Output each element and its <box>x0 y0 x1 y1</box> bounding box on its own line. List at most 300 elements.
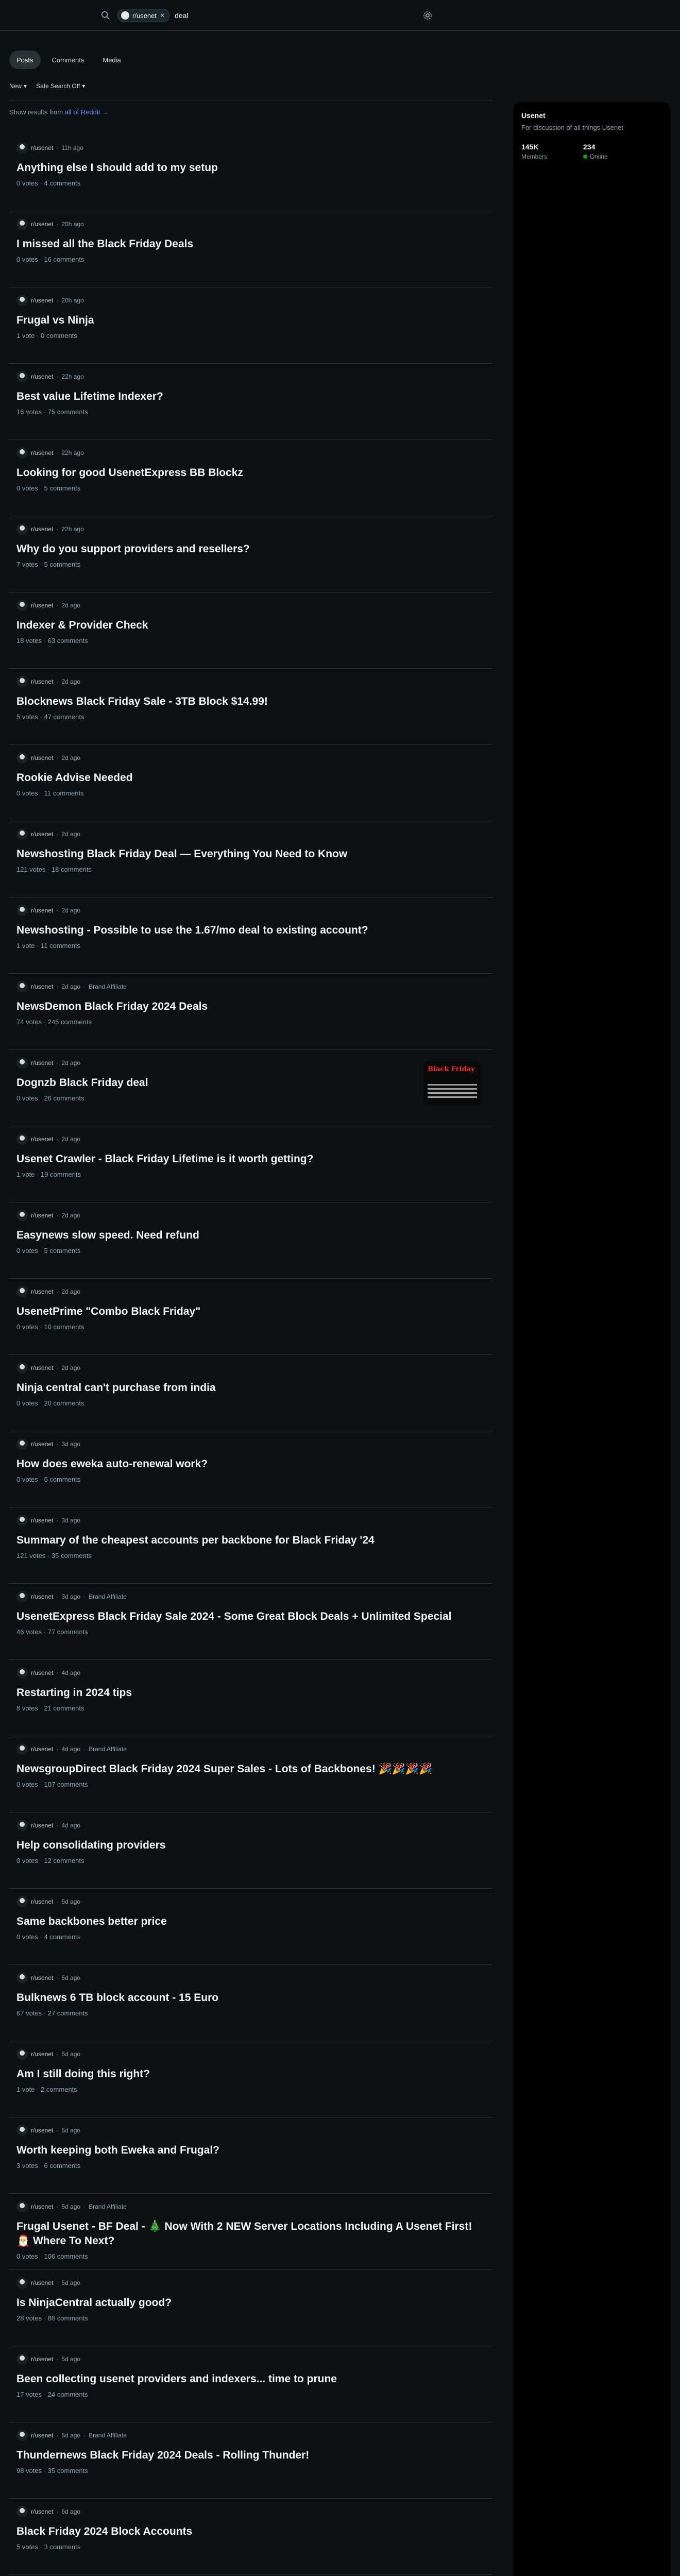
separator: · <box>56 1364 59 1371</box>
separator: · <box>56 2203 59 2210</box>
post-community[interactable]: r/usenet <box>31 1440 54 1448</box>
post-age: 2d ago <box>61 831 81 838</box>
separator: · <box>56 144 59 151</box>
post-item[interactable] <box>9 2422 492 2499</box>
post-item[interactable] <box>9 440 492 516</box>
post-votes: 1 vote <box>16 332 35 340</box>
post-item[interactable] <box>9 1279 492 1355</box>
post-votes: 0 votes <box>16 484 38 492</box>
post-age: 20h ago <box>61 297 84 304</box>
post-votes: 121 votes <box>16 1552 46 1560</box>
post-flair: Brand Affiliate <box>89 1593 127 1600</box>
post-comments[interactable]: 11 comments <box>40 942 81 950</box>
post-meta <box>16 905 492 916</box>
post-meta <box>16 981 492 992</box>
separator: · <box>38 484 44 492</box>
post-community[interactable]: r/usenet <box>31 754 54 761</box>
separator: · <box>38 1399 44 1407</box>
post-stats <box>16 2162 492 2170</box>
post-comments[interactable]: 2 comments <box>40 2086 77 2093</box>
post-community[interactable]: r/usenet <box>31 1822 54 1829</box>
post-community[interactable]: r/usenet <box>31 678 54 685</box>
post-title[interactable]: Thundernews Black Friday 2024 Deals - Rolling Thunder! <box>16 2449 310 2461</box>
post-votes: 67 votes <box>16 2009 42 2017</box>
post-title[interactable]: Restarting in 2024 tips <box>16 1687 132 1699</box>
post-community[interactable]: r/usenet <box>31 2127 54 2134</box>
post-meta <box>16 752 492 764</box>
separator: · <box>38 1857 44 1865</box>
post-comments[interactable]: 35 comments <box>51 1552 92 1560</box>
post-item[interactable] <box>9 1889 492 1965</box>
post-community[interactable]: r/usenet <box>31 2279 54 2286</box>
post-item[interactable] <box>9 1355 492 1431</box>
post-comments[interactable]: 4 comments <box>44 179 81 187</box>
separator: · <box>56 1517 59 1524</box>
post-meta <box>16 828 492 840</box>
post-stats <box>16 561 492 568</box>
post-comments[interactable]: 20 comments <box>44 1399 84 1407</box>
post-title[interactable]: NewsDemon Black Friday 2024 Deals <box>16 1001 208 1012</box>
community-avatar <box>16 1743 28 1755</box>
post-title[interactable]: Is NinjaCentral actually good? <box>16 2297 172 2309</box>
post-age: 3d ago <box>61 1440 81 1448</box>
post-title[interactable]: Indexer & Provider Check <box>16 619 148 631</box>
post-community[interactable]: r/usenet <box>31 1593 54 1600</box>
community-filter-chip[interactable] <box>117 9 169 22</box>
post-title[interactable]: Am I still doing this right? <box>16 2068 150 2080</box>
separator: · <box>38 2543 44 2551</box>
post-item[interactable] <box>9 2194 492 2270</box>
post-stats <box>16 2467 492 2475</box>
post-age: 22h ago <box>61 449 84 456</box>
post-title[interactable]: Easynews slow speed. Need refund <box>16 1229 199 1241</box>
post-comments[interactable]: 21 comments <box>44 1704 84 1712</box>
community-avatar <box>16 1438 28 1450</box>
post-comments[interactable]: 63 comments <box>47 637 88 645</box>
post-community[interactable]: r/usenet <box>31 1212 54 1219</box>
result-type-tabs <box>9 50 128 69</box>
tab-posts[interactable]: Posts <box>9 50 41 69</box>
post-title[interactable]: Why do you support providers and resellers? <box>16 543 250 555</box>
separator: · <box>45 1552 52 1560</box>
separator: · <box>38 1933 44 1941</box>
separator: · <box>56 526 59 533</box>
community-avatar <box>16 2048 28 2060</box>
post-age: 4d ago <box>61 1669 81 1676</box>
post-meta <box>16 2353 492 2365</box>
post-comments[interactable]: 6 comments <box>44 1476 81 1483</box>
post-community[interactable]: r/usenet <box>31 2432 54 2439</box>
post-title[interactable]: Bulknews 6 TB block account - 15 Euro <box>16 1992 219 2004</box>
post-stats <box>16 2314 492 2322</box>
post-age: 22h ago <box>61 526 84 533</box>
post-item[interactable] <box>9 974 492 1050</box>
post-item[interactable] <box>9 821 492 897</box>
post-title[interactable]: Frugal Usenet - BF Deal - 🎄 Now With 2 NEW Server Locations Including A Usenet First! 🎅 Where To Next? <box>16 2221 472 2247</box>
post-item[interactable] <box>9 2499 492 2575</box>
members-stat <box>521 143 547 160</box>
post-comments[interactable]: 77 comments <box>47 1628 88 1636</box>
post-item[interactable] <box>9 1965 492 2041</box>
separator: · <box>56 754 59 761</box>
post-stats <box>16 2543 492 2551</box>
post-meta <box>16 1057 492 1069</box>
post-flair: Brand Affiliate <box>89 2203 127 2210</box>
post-item[interactable] <box>9 592 492 669</box>
post-stats <box>16 2252 492 2260</box>
post-title[interactable]: Anything else I should add to my setup <box>16 162 218 174</box>
separator: · <box>56 1136 59 1143</box>
post-title[interactable]: Best value Lifetime Indexer? <box>16 391 163 402</box>
community-avatar <box>16 2201 28 2212</box>
post-item[interactable] <box>9 897 492 974</box>
all-of-reddit-link[interactable]: all of Reddit <box>64 108 100 116</box>
separator: · <box>56 449 59 456</box>
post-comments[interactable]: 5 comments <box>44 1247 81 1255</box>
post-comments[interactable]: 6 comments <box>44 2162 81 2170</box>
post-age: 6d ago <box>61 2508 81 2515</box>
post-item[interactable] <box>9 669 492 745</box>
post-title[interactable]: Rookie Advise Needed <box>16 772 133 784</box>
post-meta <box>16 1743 492 1755</box>
post-comments[interactable]: 106 comments <box>44 2252 88 2260</box>
community-avatar <box>16 2353 28 2365</box>
post-votes: 0 votes <box>16 789 38 797</box>
post-meta <box>16 1972 492 1984</box>
community-description: For discussion of all things Usenet <box>521 124 623 131</box>
post-age: 5d ago <box>61 1898 81 1905</box>
separator: · <box>42 1018 48 1026</box>
post-item[interactable] <box>9 2117 492 2194</box>
post-community[interactable]: r/usenet <box>31 526 54 533</box>
filter-bar <box>9 82 85 90</box>
post-stats <box>16 256 492 263</box>
post-votes: 5 votes <box>16 2543 38 2551</box>
search-icon <box>101 11 110 20</box>
separator: · <box>56 373 59 380</box>
post-comments[interactable]: 16 comments <box>44 256 84 263</box>
separator: · <box>38 2252 44 2260</box>
post-title[interactable]: Newshosting - Possible to use the 1.67/mo deal to existing account? <box>16 924 368 936</box>
post-stats <box>16 866 492 873</box>
separator: · <box>56 1822 59 1829</box>
separator: · <box>42 637 48 645</box>
separator: · <box>83 2432 86 2439</box>
post-stats <box>16 1018 492 1026</box>
separator: · <box>38 2162 44 2170</box>
community-avatar <box>16 1896 28 1907</box>
post-title[interactable]: Help consolidating providers <box>16 1839 166 1851</box>
post-age: 5d ago <box>61 2432 81 2439</box>
post-comments[interactable]: 24 comments <box>47 2391 88 2398</box>
post-community[interactable]: r/usenet <box>31 449 54 456</box>
search-input[interactable]: deal <box>175 11 189 20</box>
post-age: 3d ago <box>61 1593 81 1600</box>
post-comments[interactable]: 4 comments <box>44 1933 81 1941</box>
post-title[interactable]: Summary of the cheapest accounts per backbone for Black Friday '24 <box>16 1534 375 1546</box>
separator: · <box>56 602 59 609</box>
post-meta <box>16 1133 492 1145</box>
post-age: 5d ago <box>61 2279 81 2286</box>
separator: · <box>38 561 44 568</box>
separator: · <box>56 221 59 228</box>
post-votes: 8 votes <box>16 1704 38 1712</box>
separator: · <box>83 1745 86 1753</box>
post-votes: 3 votes <box>16 2162 38 2170</box>
post-stats <box>16 1247 492 1255</box>
post-title[interactable]: How does eweka auto-renewal work? <box>16 1458 208 1470</box>
post-title[interactable]: Dognzb Black Friday deal <box>16 1077 148 1089</box>
post-age: 2d ago <box>61 754 81 761</box>
post-item[interactable] <box>9 1202 492 1279</box>
scope-notice <box>9 108 109 116</box>
separator: · <box>56 907 59 914</box>
post-votes: 5 votes <box>16 713 38 721</box>
post-votes: 18 votes <box>16 637 42 645</box>
post-title[interactable]: UsenetPrime "Combo Black Friday" <box>16 1306 201 1317</box>
post-age: 4d ago <box>61 1745 81 1753</box>
post-title[interactable]: Ninja central can't purchase from india <box>16 1382 216 1394</box>
post-age: 5d ago <box>61 2355 81 2363</box>
separator: · <box>56 1745 59 1753</box>
post-community[interactable]: r/usenet <box>31 1745 54 1753</box>
top-bar <box>0 0 680 31</box>
community-avatar <box>16 1591 28 1602</box>
post-comments[interactable]: 27 comments <box>47 2009 88 2017</box>
post-item[interactable] <box>9 1431 492 1507</box>
post-stats <box>16 1628 492 1636</box>
post-meta <box>16 371 492 382</box>
post-community[interactable]: r/usenet <box>31 1517 54 1524</box>
post-community[interactable]: r/usenet <box>31 1288 54 1295</box>
post-votes: 0 votes <box>16 1094 38 1102</box>
post-item[interactable] <box>9 2270 492 2346</box>
separator: · <box>38 789 44 797</box>
post-age: 2d ago <box>61 678 81 685</box>
chevron-down-icon: ▾ <box>82 82 86 90</box>
separator: · <box>42 2009 48 2017</box>
post-community[interactable]: r/usenet <box>31 2355 54 2363</box>
post-item[interactable] <box>9 1126 492 1202</box>
scope-notice-text: Show results from <box>9 108 63 116</box>
separator: · <box>83 2203 86 2210</box>
thumbnail-graphic <box>428 1084 477 1099</box>
community-avatar <box>121 11 129 20</box>
post-comments[interactable]: 5 comments <box>44 561 81 568</box>
post-comments[interactable]: 26 comments <box>44 1094 84 1102</box>
post-stats <box>16 1323 492 1331</box>
post-comments[interactable]: 12 comments <box>44 1857 84 1865</box>
post-flair: Brand Affiliate <box>89 1745 127 1753</box>
post-votes: 121 votes <box>16 866 46 873</box>
community-avatar <box>16 295 28 306</box>
post-title[interactable]: Black Friday 2024 Block Accounts <box>16 2526 193 2537</box>
post-age: 20h ago <box>61 221 84 228</box>
post-item[interactable] <box>9 1584 492 1660</box>
post-item[interactable] <box>9 135 492 211</box>
post-title[interactable]: Been collecting usenet providers and indexers... time to prune <box>16 2373 337 2385</box>
post-votes: 1 vote <box>16 1171 35 1178</box>
post-title[interactable]: Looking for good UsenetExpress BB Blockz <box>16 467 243 479</box>
separator: · <box>56 1212 59 1219</box>
chevron-down-icon: ▾ <box>24 82 27 90</box>
post-item[interactable] <box>9 364 492 440</box>
post-votes: 1 vote <box>16 2086 35 2093</box>
post-community[interactable]: r/usenet <box>31 144 54 151</box>
post-item[interactable] <box>9 1736 492 1812</box>
post-item[interactable] <box>9 2041 492 2117</box>
separator: · <box>56 831 59 838</box>
post-community[interactable]: r/usenet <box>31 373 54 380</box>
sort-dropdown[interactable] <box>9 82 27 90</box>
post-votes: 0 votes <box>16 1399 38 1407</box>
post-item[interactable] <box>9 287 492 364</box>
post-stats <box>16 1781 492 1788</box>
post-community[interactable]: r/usenet <box>31 2203 54 2210</box>
separator: · <box>42 2391 48 2398</box>
post-title[interactable]: Same backbones better price <box>16 1916 167 1927</box>
post-meta <box>16 295 492 306</box>
post-comments[interactable]: 3 comments <box>44 2543 81 2551</box>
community-avatar <box>16 447 28 459</box>
community-sidebar <box>513 102 671 2576</box>
post-stats <box>16 637 492 645</box>
safe-search-dropdown[interactable] <box>36 82 85 90</box>
post-item[interactable] <box>9 745 492 821</box>
post-comments[interactable]: 19 comments <box>40 1171 81 1178</box>
post-age: 2d ago <box>61 1288 81 1295</box>
community-avatar <box>16 828 28 840</box>
post-community[interactable]: r/usenet <box>31 1136 54 1143</box>
post-comments[interactable]: 86 comments <box>47 2314 88 2322</box>
post-meta <box>16 2125 492 2136</box>
post-thumbnail[interactable] <box>423 1061 481 1105</box>
post-votes: 7 votes <box>16 561 38 568</box>
post-comments[interactable]: 245 comments <box>47 1018 92 1026</box>
post-age: 2d ago <box>61 907 81 914</box>
post-votes: 98 votes <box>16 2467 42 2475</box>
post-community[interactable]: r/usenet <box>31 1669 54 1676</box>
separator: · <box>83 1593 86 1600</box>
post-meta <box>16 1362 492 1374</box>
post-age: 2d ago <box>61 1059 81 1066</box>
post-title[interactable]: Usenet Crawler - Black Friday Lifetime is it worth getting? <box>16 1153 314 1165</box>
post-stats <box>16 789 492 797</box>
separator: · <box>38 256 44 263</box>
post-title[interactable]: NewsgroupDirect Black Friday 2024 Super Sales - Lots of Backbones! 🎉🎉🎉🎉 <box>16 1763 433 1775</box>
post-title[interactable]: UsenetExpress Black Friday Sale 2024 - Some Great Block Deals + Unlimited Special <box>16 1611 452 1622</box>
post-item[interactable] <box>9 1660 492 1736</box>
post-meta <box>16 600 492 611</box>
post-meta <box>16 2201 492 2212</box>
post-community[interactable]: r/usenet <box>31 297 54 304</box>
post-comments[interactable]: 47 comments <box>44 713 84 721</box>
post-comments[interactable]: 11 comments <box>44 789 84 797</box>
separator: · <box>42 408 48 416</box>
separator: · <box>56 2050 59 2058</box>
post-item[interactable] <box>9 516 492 592</box>
arrow-right-icon: → <box>101 108 109 116</box>
separator: · <box>56 1059 59 1066</box>
separator: · <box>42 2467 48 2475</box>
separator: · <box>56 297 59 304</box>
post-title[interactable]: Worth keeping both Eweka and Frugal? <box>16 2144 219 2156</box>
post-age: 2d ago <box>61 1212 81 1219</box>
post-community[interactable]: r/usenet <box>31 907 54 914</box>
post-item[interactable] <box>9 1050 492 1126</box>
post-comments[interactable]: 75 comments <box>47 408 88 416</box>
post-votes: 0 votes <box>16 256 38 263</box>
post-community[interactable]: r/usenet <box>31 1898 54 1905</box>
post-community[interactable]: r/usenet <box>31 221 54 228</box>
post-title[interactable]: Newshosting Black Friday Deal — Everything You Need to Know <box>16 848 348 860</box>
post-comments[interactable]: 0 comments <box>40 332 77 340</box>
search-bar[interactable] <box>101 6 420 25</box>
post-community[interactable]: r/usenet <box>31 1974 54 1981</box>
post-item[interactable] <box>9 1507 492 1584</box>
community-avatar <box>16 1057 28 1069</box>
post-flair: Brand Affiliate <box>89 983 127 990</box>
separator: · <box>42 1628 48 1636</box>
post-stats <box>16 408 492 416</box>
community-avatar <box>16 2125 28 2136</box>
post-stats <box>16 2009 492 2017</box>
search-results-feed <box>9 135 492 2576</box>
post-community[interactable]: r/usenet <box>31 1059 54 1066</box>
separator: · <box>35 332 41 340</box>
post-stats <box>16 332 492 340</box>
post-stats <box>16 1399 492 1407</box>
post-votes: 0 votes <box>16 1476 38 1483</box>
tab-media[interactable]: Media <box>103 56 121 64</box>
community-name[interactable]: Usenet <box>521 111 546 120</box>
community-avatar <box>16 1820 28 1831</box>
community-chip-label: r/usenet <box>132 11 157 20</box>
post-votes: 74 votes <box>16 1018 42 1026</box>
tab-comments[interactable]: Comments <box>52 56 84 64</box>
post-item[interactable] <box>9 2346 492 2422</box>
post-item[interactable] <box>9 211 492 287</box>
post-community[interactable]: r/usenet <box>31 831 54 838</box>
post-community[interactable]: r/usenet <box>31 983 54 990</box>
post-item[interactable] <box>9 1812 492 1889</box>
post-meta <box>16 218 492 230</box>
community-avatar <box>16 2506 28 2517</box>
post-meta <box>16 1438 492 1450</box>
post-meta <box>16 142 492 154</box>
post-community[interactable]: r/usenet <box>31 602 54 609</box>
post-community[interactable]: r/usenet <box>31 2508 54 2515</box>
post-title[interactable]: Frugal vs Ninja <box>16 314 94 326</box>
post-community[interactable]: r/usenet <box>31 1364 54 1371</box>
post-comments[interactable]: 5 comments <box>44 484 81 492</box>
post-comments[interactable]: 10 comments <box>44 1323 84 1331</box>
post-title[interactable]: I missed all the Black Friday Deals <box>16 238 194 250</box>
post-stats <box>16 1476 492 1483</box>
post-comments[interactable]: 35 comments <box>47 2467 88 2475</box>
post-title[interactable]: Blocknews Black Friday Sale - 3TB Block $14.99! <box>16 696 268 707</box>
community-avatar <box>16 1667 28 1679</box>
separator: · <box>42 2314 48 2322</box>
post-community[interactable]: r/usenet <box>31 2050 54 2058</box>
post-comments[interactable]: 18 comments <box>51 866 92 873</box>
post-meta <box>16 2430 492 2441</box>
separator: · <box>56 1898 59 1905</box>
post-comments[interactable]: 107 comments <box>44 1781 88 1788</box>
close-icon[interactable]: ✕ <box>159 12 165 19</box>
separator: · <box>56 2355 59 2363</box>
gear-icon[interactable] <box>422 10 433 21</box>
